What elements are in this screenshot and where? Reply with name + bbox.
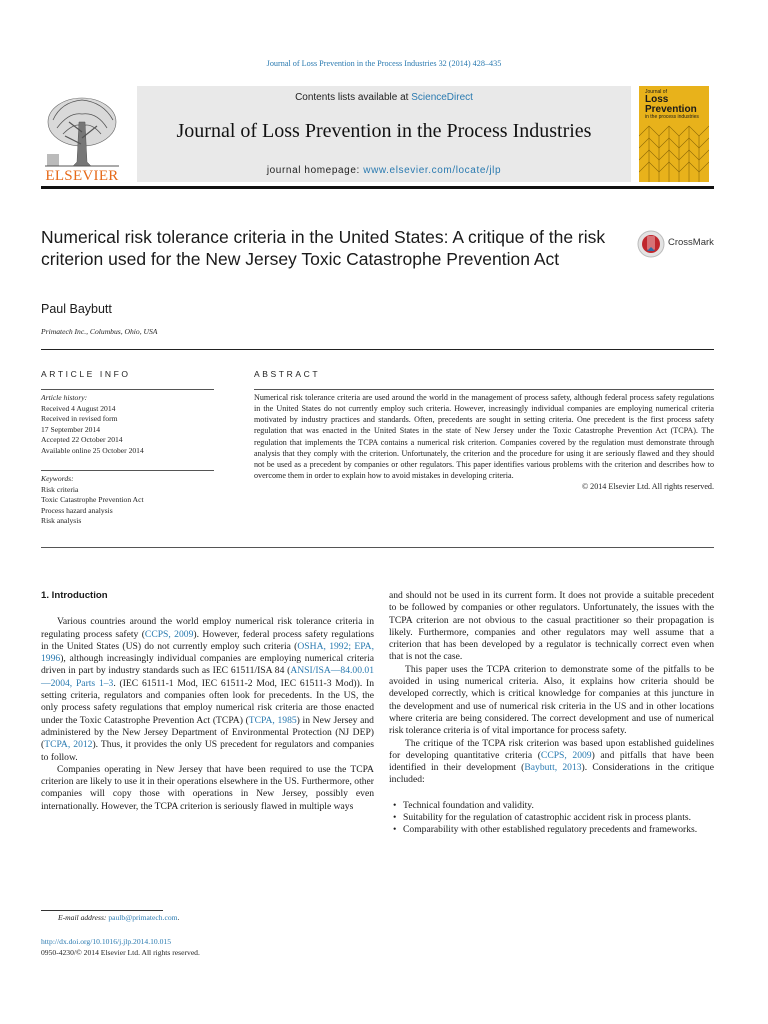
- list-item: [389, 824, 714, 836]
- bullet-icon: •: [393, 824, 397, 836]
- keywords-label: Keywords:: [41, 474, 74, 483]
- critique-considerations-list: [389, 800, 714, 837]
- text-run: ) in New Jersey and administered by the New Jersey Department of Environmental Protection (NJ DEP) (: [41, 714, 374, 751]
- cover-text: [645, 90, 699, 120]
- text-run: The critique of the TCPA risk criterion was based upon established guidelines for developing quantitative criteria (: [389, 737, 714, 761]
- section-heading-introduction: 1. Introduction: [41, 590, 108, 601]
- footnote-rule: [41, 910, 163, 911]
- author-email-footnote: [58, 913, 179, 922]
- keyword-item: Process hazard analysis: [41, 505, 113, 515]
- contents-line: [137, 92, 631, 103]
- intro-paragraph-1: [41, 616, 374, 764]
- homepage-link[interactable]: www.elsevier.com/locate/jlp: [363, 165, 502, 176]
- citation-link[interactable]: Baybutt, 2013: [524, 762, 582, 774]
- article-title: Numerical risk tolerance criteria in the United States: A critique of the risk criterion used for the New Jersey Toxic Catastrophe Prevention Act: [41, 227, 606, 269]
- abstract-bottom-divider: [41, 547, 714, 548]
- cover-title-line-2: Prevention: [645, 104, 697, 115]
- list-item-text: Comparability with other established regulatory precedents and frameworks.: [403, 824, 698, 836]
- intro-paragraph-2: Companies operating in New Jersey that have been required to use the TCPA criterion are likely to use it in their operations elsewhere in the US. Furthermore, other companies will copy those with operations in New Jersey, possibly even internationally. However, the TCPA criterion is seriously flawed in multiple ways: [41, 763, 374, 812]
- keyword-item: Toxic Catastrophe Prevention Act: [41, 495, 144, 505]
- article-info-rule: [41, 389, 214, 390]
- crossmark-label: CrossMark: [668, 237, 714, 248]
- citation-link[interactable]: TCPA, 1985: [248, 714, 297, 726]
- keyword-item: Risk criteria: [41, 484, 79, 494]
- journal-banner: [137, 86, 631, 182]
- keyword-item: Risk analysis: [41, 516, 82, 526]
- text-run: ) and pitfalls that have been identified in their development (: [389, 749, 714, 774]
- intro-paragraph-5: [389, 738, 714, 787]
- author-affiliation: Primatech Inc., Columbus, Ohio, USA: [41, 327, 158, 336]
- list-item-text: Technical foundation and validity.: [403, 799, 534, 811]
- text-run: ). Considerations in the critique included:: [389, 762, 714, 786]
- masthead-rule: [41, 186, 714, 189]
- abstract-heading: ABSTRACT: [254, 369, 321, 379]
- keywords: [41, 474, 214, 527]
- citation-link[interactable]: OSHA, 1992; EPA, 1996: [41, 640, 374, 665]
- journal-title: Journal of Loss Prevention in the Process Industries: [176, 120, 592, 142]
- article-info-heading: ARTICLE INFO: [41, 369, 131, 379]
- text-run: ). However, federal process safety regulations in the United States (US) do not currently employ such criteria (: [41, 628, 374, 652]
- journal-homepage: [137, 165, 631, 176]
- intro-paragraph-4: This paper uses the TCPA criterion to demonstrate some of the pitfalls to be avoided in using numerical criteria. Also, it explains how criteria should be developed correctly, which is critical knowledge for companies at this juncture in the development and use of numerical risk criteria in the US and in other locations where criteria are being considered. The correct development and use of numerical risk tolerance criteria is of vital importance for process safety.: [389, 663, 714, 737]
- homepage-prefix: journal homepage:: [266, 165, 364, 176]
- text-run: ), although increasingly individual companies are employing numerical criteria driven in part by industry standards such as IEC 61511/ISA 84 (: [41, 653, 374, 677]
- cover-small-text: Journal of: [645, 89, 667, 95]
- list-item-text: Suitability for the regulation of catastrophic accident risk in process plants.: [403, 812, 691, 824]
- elsevier-logo[interactable]: [41, 92, 123, 184]
- body-column-right: [389, 590, 714, 837]
- email-label: E-mail address:: [58, 913, 109, 922]
- crossmark-badge[interactable]: [637, 228, 717, 260]
- cover-subtitle: in the process industries: [645, 114, 699, 120]
- citation-link[interactable]: CCPS, 2009: [540, 749, 592, 761]
- crossmark-icon: [637, 230, 665, 258]
- bullet-icon: •: [393, 812, 397, 824]
- intro-paragraph-3: and should not be used in its current form. It does not provide a suitable precedent to be followed by companies or other regulators. Unfortunately, the issues with the TCPA criterion are not obvious to the casual practitioner so their propagation is likely. Furthermore, companies and other regulators may well assume that a criterion that has been developed by a regulator is technically correct even when that is not the case.: [389, 590, 714, 663]
- history-item: 17 September 2014: [41, 424, 101, 434]
- author-name: Paul Baybutt: [41, 302, 112, 316]
- history-item: Accepted 22 October 2014: [41, 435, 123, 445]
- text-run: Various countries around the world employ numerical risk tolerance criteria in regulating process safety (: [41, 616, 374, 640]
- history-item: Received in revised form: [41, 414, 118, 424]
- text-run: . (IEC 61511-1 Mod, IEC 61511-2 Mod, IEC 61511-3 Mod)). In setting criteria, regulators and companies often look for precedents. In the US, the only process safety regulations that employ numerical risk criteria are those enacted under the Toxic Catastrophe Prevention Act (TCPA) (: [41, 677, 374, 726]
- citation-link[interactable]: TCPA, 2012: [44, 739, 93, 751]
- issn-copyright: 0950-4230/© 2014 Elsevier Ltd. All rights reserved.: [41, 948, 200, 957]
- email-link[interactable]: paulb@primatech.com: [108, 913, 178, 922]
- citation-link[interactable]: ANSI/ISA—84.00.01—2004, Parts 1–3: [41, 665, 374, 689]
- bullet-icon: •: [393, 799, 397, 811]
- abstract-copyright: © 2014 Elsevier Ltd. All rights reserved.: [581, 482, 714, 492]
- elsevier-wordmark: ELSEVIER: [45, 168, 119, 184]
- doi-link[interactable]: http://dx.doi.org/10.1016/j.jlp.2014.10.015: [41, 937, 172, 946]
- sciencedirect-link[interactable]: ScienceDirect: [411, 92, 473, 103]
- masthead: [41, 86, 714, 186]
- abstract-body: [254, 392, 714, 492]
- journal-reference[interactable]: Journal of Loss Prevention in the Process Industries 32 (2014) 428–435: [266, 59, 502, 68]
- contents-prefix: Contents lists available at: [295, 92, 412, 103]
- keywords-rule: [41, 470, 214, 471]
- list-item: [389, 800, 714, 812]
- journal-cover-thumbnail[interactable]: [639, 86, 709, 182]
- history-item: Received 4 August 2014: [41, 403, 116, 413]
- body-column-left: [41, 590, 374, 813]
- citation-link[interactable]: CCPS, 2009: [144, 628, 194, 640]
- cover-title-line-1: Loss: [645, 94, 669, 105]
- history-item: Available online 25 October 2014: [41, 445, 144, 455]
- header-divider: [41, 349, 714, 350]
- history-label: Article history:: [41, 393, 88, 402]
- article-history: [41, 393, 214, 457]
- email-suffix: .: [177, 913, 180, 922]
- abstract-text: Numerical risk tolerance criteria are used around the world in the management of process safety, although federal process safety regulations in the United States do not currently employ such criteria. However, increasingly individual companies are employing numerical criteria motivated by industry practices and standards. Often, precedents are sought in setting criteria. One precedent is the first process safety regulation that was enacted in the United States in the state of New Jersey under the Toxic Catastrophe Prevention Act (TCPA). The regulation that implements the TCPA contains a numerical risk criterion. Companies covered by the regulation must demonstrate through analysis that they comply with the criterion. Unfortunately, the criterion and the procedure for using it are seriously flawed and they should not be used as a precedent by companies or other regulators. This paper identifies various problems with the criterion and describes how to overcome them in order to explain how to avoid mistakes in developing criteria.: [254, 393, 714, 481]
- text-run: ). Thus, it provides the only US precedent for regulators and companies to follow.: [41, 739, 374, 763]
- abstract-rule: [254, 389, 714, 390]
- list-item: [389, 812, 714, 824]
